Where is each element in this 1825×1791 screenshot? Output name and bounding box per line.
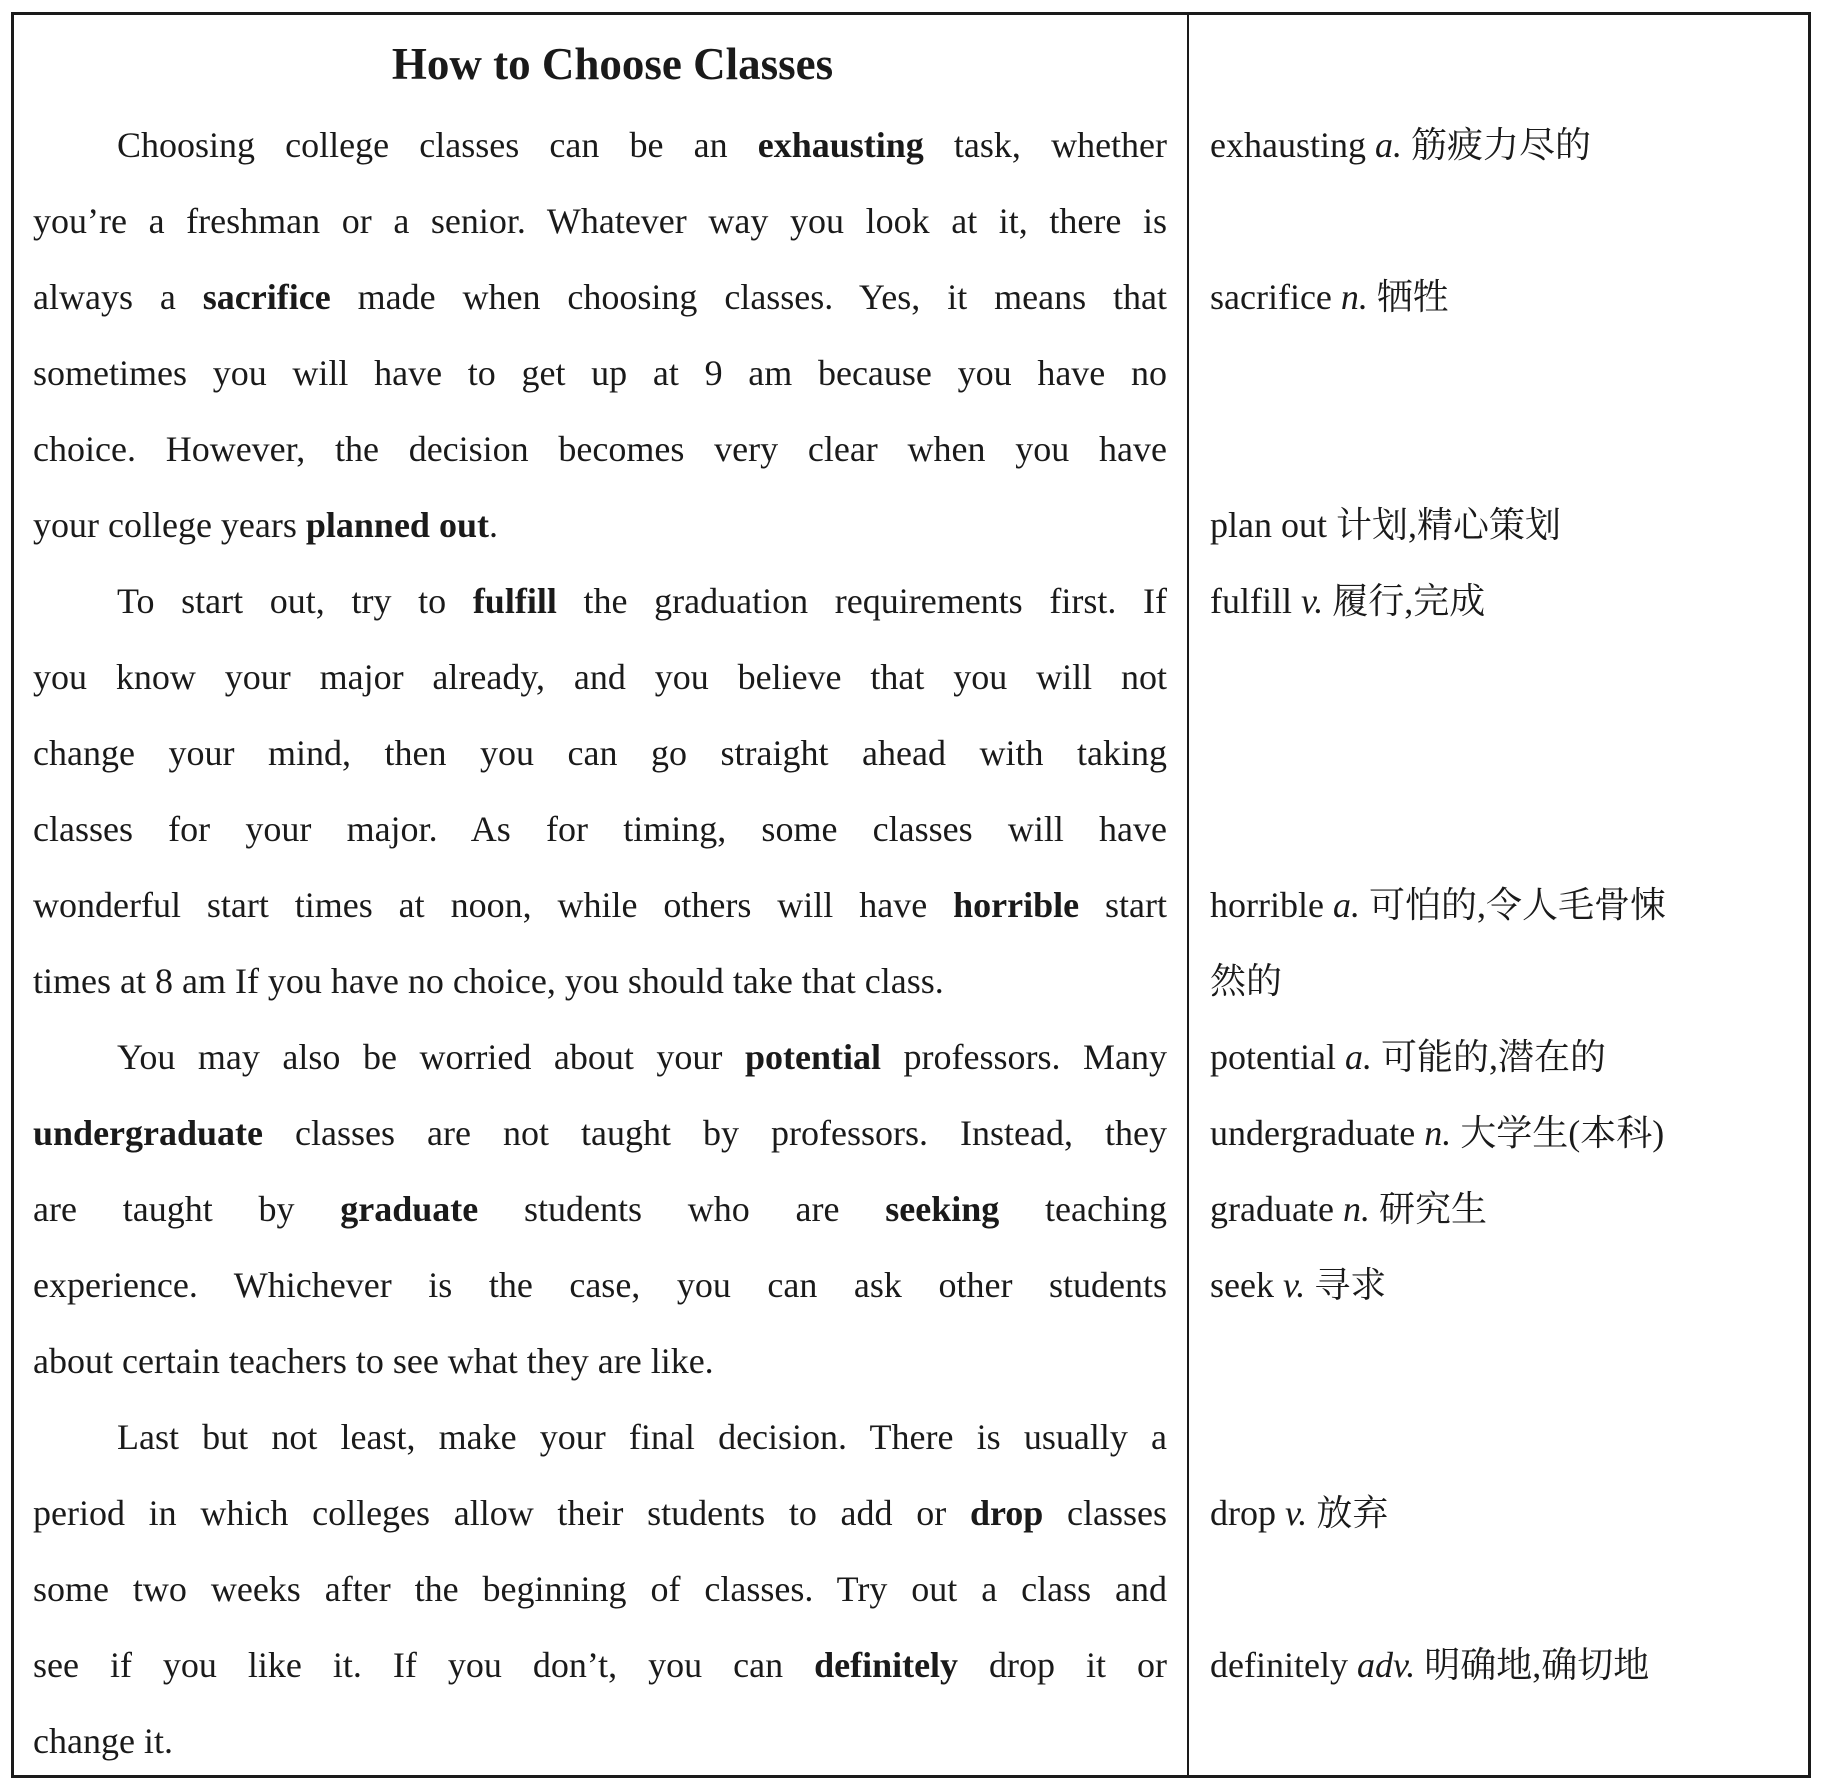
vocab-keyword: horrible	[953, 885, 1080, 925]
glossary-part-of-speech: a.	[1374, 125, 1411, 165]
vocab-keyword: planned out	[305, 505, 489, 545]
glossary-meaning: 明确地,确切地	[1424, 1645, 1650, 1685]
glossary-entry	[1210, 1171, 1800, 1247]
article-line: Last but not least, make your final decision. There is usually a	[117, 1417, 1167, 1457]
vocab-keyword: potential	[744, 1037, 881, 1077]
glossary-entry	[1210, 867, 1800, 943]
vocab-keyword: definitely	[814, 1645, 959, 1685]
article-line: always a sacrifice made when choosing classes. Yes, it means that	[33, 277, 1167, 317]
glossary-word: definitely	[1210, 1645, 1357, 1685]
vocab-keyword: graduate	[340, 1189, 479, 1229]
article-line: classes for your major. As for timing, some classes will have	[33, 809, 1167, 849]
glossary-meaning: 研究生	[1378, 1189, 1487, 1229]
glossary-entry	[1210, 1019, 1800, 1095]
vocab-keyword: undergraduate	[33, 1113, 264, 1153]
glossary-entry	[1210, 1475, 1800, 1551]
article-line: are taught by graduate students who are seeking teaching	[33, 1189, 1167, 1229]
glossary-meaning: 计划,精心策划	[1335, 505, 1561, 545]
article-line: you know your major already, and you believe that you will not	[33, 657, 1167, 697]
glossary-entry	[1210, 259, 1800, 335]
glossary-word: horrible	[1210, 885, 1333, 925]
article-line: Choosing college classes can be an exhausting task, whether	[117, 125, 1167, 165]
article-line: change it.	[33, 1721, 173, 1761]
glossary-entry	[1210, 1095, 1800, 1171]
glossary-meaning: 然的	[1210, 961, 1283, 1001]
glossary-part-of-speech: n.	[1424, 1113, 1461, 1153]
article-line: To start out, try to fulfill the graduation requirements first. If	[117, 581, 1167, 621]
glossary-word: graduate	[1210, 1189, 1343, 1229]
article-line: see if you like it. If you don’t, you can definitely drop it or	[33, 1645, 1167, 1685]
glossary-meaning: 大学生(本科)	[1460, 1113, 1665, 1153]
glossary-word: drop	[1210, 1493, 1285, 1533]
glossary-word: plan out	[1210, 505, 1336, 545]
glossary-entry	[1210, 1627, 1800, 1703]
glossary-meaning: 履行,完成	[1332, 581, 1486, 621]
vocab-keyword: drop	[969, 1493, 1044, 1533]
article-line: about certain teachers to see what they are like.	[33, 1341, 714, 1381]
article-line: your college years planned out.	[33, 505, 498, 545]
article-line: you’re a freshman or a senior. Whatever way you look at it, there is	[33, 201, 1167, 241]
article-line: period in which colleges allow their students to add or drop classes	[33, 1493, 1167, 1533]
glossary-part-of-speech: n.	[1342, 1189, 1379, 1229]
glossary-part-of-speech: a.	[1332, 885, 1369, 925]
glossary-meaning: 寻求	[1314, 1265, 1387, 1305]
glossary-meaning: 放弃	[1316, 1493, 1389, 1533]
article-line: times at 8 am If you have no choice, you should take that class.	[33, 961, 944, 1001]
glossary-word: fulfill	[1210, 581, 1301, 621]
glossary-entry	[1210, 943, 1800, 1019]
glossary-word: potential	[1210, 1037, 1345, 1077]
article-line: sometimes you will have to get up at 9 am because you have no	[33, 353, 1167, 393]
glossary-meaning: 可能的,潜在的	[1380, 1037, 1606, 1077]
glossary-part-of-speech: v.	[1282, 1265, 1315, 1305]
glossary-part-of-speech: adv.	[1356, 1645, 1425, 1685]
vocab-keyword: sacrifice	[202, 277, 331, 317]
glossary-part-of-speech: v.	[1300, 581, 1333, 621]
glossary-entry	[1210, 487, 1800, 563]
glossary-entry	[1210, 1247, 1800, 1323]
article-line: You may also be worried about your potential professors. Many	[117, 1037, 1167, 1077]
article-line: wonderful start times at noon, while others will have horrible start	[33, 885, 1167, 925]
glossary-part-of-speech: a.	[1344, 1037, 1381, 1077]
article-line: change your mind, then you can go straight ahead with taking	[33, 733, 1167, 773]
glossary-entry	[1210, 563, 1800, 639]
article-line: choice. However, the decision becomes very clear when you have	[33, 429, 1167, 469]
column-divider	[1187, 12, 1189, 1778]
glossary-word: exhausting	[1210, 125, 1375, 165]
vocab-keyword: exhausting	[757, 125, 924, 165]
article-line: experience. Whichever is the case, you can ask other students	[33, 1265, 1167, 1305]
vocab-keyword: seeking	[885, 1189, 1000, 1229]
article-title: How to Choose Classes	[391, 39, 834, 89]
glossary-word: seek	[1210, 1265, 1283, 1305]
glossary-word: undergraduate	[1210, 1113, 1425, 1153]
vocab-keyword: fulfill	[472, 581, 557, 621]
glossary-meaning: 筋疲力尽的	[1410, 125, 1591, 165]
glossary-entry	[1210, 107, 1800, 183]
glossary-meaning: 可怕的,令人毛骨悚	[1368, 885, 1666, 925]
glossary-word: sacrifice	[1210, 277, 1341, 317]
glossary-part-of-speech: v.	[1285, 1493, 1317, 1533]
article-line: some two weeks after the beginning of classes. Try out a class and	[33, 1569, 1167, 1609]
glossary-meaning: 牺牲	[1376, 277, 1449, 317]
glossary-part-of-speech: n.	[1340, 277, 1377, 317]
article-line: undergraduate classes are not taught by professors. Instead, they	[33, 1113, 1167, 1153]
